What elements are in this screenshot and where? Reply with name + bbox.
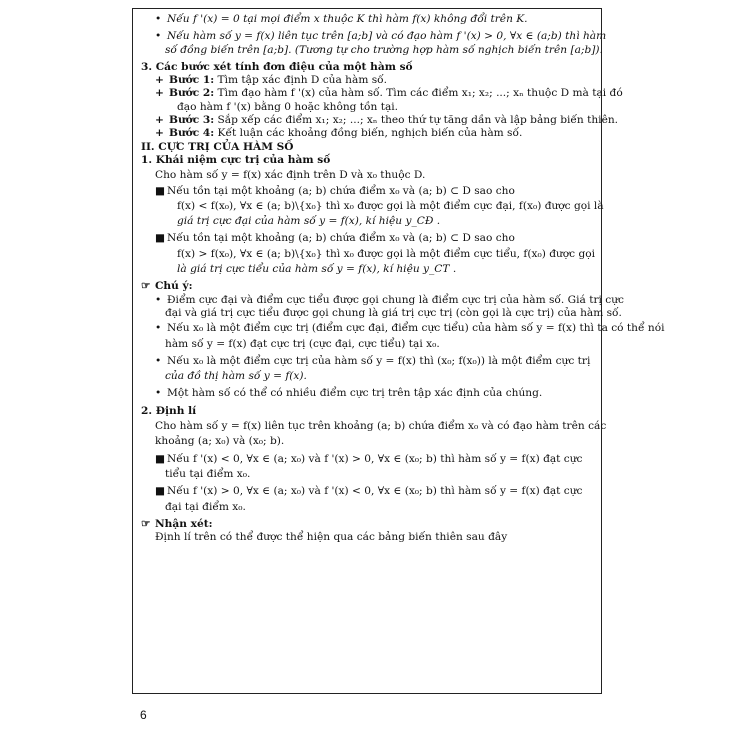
line-text: đại tại điểm x₀. [165,500,246,513]
text-line [141,387,593,400]
step-label: Bước 2: [169,87,215,100]
pointing-hand-icon: ☞ [141,517,151,530]
line-text: Tìm đạo hàm f '(x) của hàm số. Tìm các điểm x₁; x₂; ...; xₙ thuộc D mà tại đó [214,87,623,100]
step-label: Bước 1: [169,74,215,87]
line-text: Cho hàm số y = f(x) liên tục trên khoảng (a; b) chứa điểm x₀ và có đạo hàm trên các [155,420,607,433]
text-line [141,306,622,320]
text-line [141,485,593,498]
text-line [141,61,593,74]
text-line [141,141,593,154]
text-line [141,30,607,43]
page-number: 6 [140,708,147,722]
bullet-marker: + [155,127,164,140]
step-label: Bước 4: [169,127,215,140]
line-text: Nếu f '(x) = 0 tại mọi điểm x thuộc K thì hàm f(x) không đổi trên K. [167,13,528,25]
text-line [141,13,593,26]
line-text: f(x) > f(x₀), ∀x ∈ (a; b)\{x₀} thì x₀ được gọi là một điểm cực tiểu, f(x₀) được gọi [177,247,596,260]
text-line [141,322,665,335]
text-line [141,518,593,531]
text-line [141,87,623,100]
page-content [141,13,665,544]
line-text: Nếu tồn tại một khoảng (a; b) chứa điểm x₀ và (a; b) ⊂ D sao cho [167,232,515,245]
text-line [141,114,619,127]
bullet-marker: + [155,74,164,87]
text-line [141,154,593,167]
line-text: f(x) < f(x₀), ∀x ∈ (a; b)\{x₀} thì x₀ được gọi là một điểm cực đại, f(x₀) được gọi là [177,199,604,212]
line-text: số đồng biến trên [a;b]. (Tương tự cho trường hợp hàm số nghịch biến trên [a;b]). [165,43,603,56]
text-line [141,370,593,383]
text-line [141,199,604,213]
line-text: đạo hàm f '(x) bằng 0 hoặc không tồn tại. [177,100,399,113]
text-line [141,293,624,307]
line-text: Cho hàm số y = f(x) xác định trên D và x₀ thuộc D. [155,169,426,182]
text-line [141,501,593,514]
line-text: Tìm tập xác định D của hàm số. [214,74,388,87]
line-text: Chú ý: [155,280,193,293]
text-line [141,531,593,544]
line-text: Sắp xếp các điểm x₁; x₂; ...; xₙ theo thứ tự tăng dần và lập bảng biến thiên. [214,114,619,127]
text-line [141,435,593,448]
text-line [141,74,593,87]
line-text: II. CỰC TRỊ CỦA HÀM SỐ [141,140,294,153]
line-text: tiểu tại điểm x₀. [165,467,251,480]
line-text: Nếu f '(x) < 0, ∀x ∈ (a; x₀) và f '(x) > 0, ∀x ∈ (x₀; b) thì hàm số y = f(x) đạt cực [167,452,583,465]
line-text: 1. Khái niệm cực trị của hàm số [141,153,331,166]
text-line [141,420,607,433]
line-text: giá trị cực đại của hàm số y = f(x), kí hiệu y_CĐ . [177,215,441,228]
text-line [141,185,593,198]
text-line [141,101,593,114]
text-line [141,338,593,351]
bullet-marker: • [155,30,162,43]
line-text: 3. Các bước xét tính đơn điệu của một hàm số [141,60,413,73]
line-text: Định lí trên có thể được thể hiện qua các bảng biến thiên sau đây [155,531,508,544]
line-text: 2. Định lí [141,404,197,417]
text-line [141,355,593,368]
bullet-marker: • [155,387,162,400]
page-frame [132,8,665,694]
line-text: là giá trị cực tiểu của hàm số y = f(x), kí hiệu y_CT . [177,263,457,276]
line-text: hàm số y = f(x) đạt cực trị (cực đại, cực tiểu) tại x₀. [165,337,440,350]
step-label: Bước 3: [169,114,215,127]
bullet-marker: ■ [155,184,166,197]
line-text: đại và giá trị cực tiểu được gọi chung là giá trị cực trị (còn gọi là cực trị) của hàm số. [165,306,622,319]
text-line [141,215,593,228]
text-line [141,169,593,182]
bullet-marker: • [155,354,162,367]
text-line [141,453,593,466]
bullet-marker: + [155,114,164,127]
line-text: Điểm cực đại và điểm cực tiểu được gọi chung là điểm cực trị của hàm số. Giá trị cực [167,293,624,306]
bullet-marker: + [155,87,164,100]
bullet-marker: • [155,13,162,25]
line-text: Nếu tồn tại một khoảng (a; b) chứa điểm x₀ và (a; b) ⊂ D sao cho [167,184,515,197]
text-line [141,127,593,140]
bullet-marker: • [155,322,162,335]
line-text: Nếu x₀ là một điểm cực trị của hàm số y = f(x) thì (x₀; f(x₀)) là một điểm cực trị [167,354,591,367]
text-line [141,405,593,418]
line-text: Một hàm số có thể có nhiều điểm cực trị trên tập xác định của chúng. [167,387,543,400]
text-line [141,43,603,57]
text-line [141,468,593,481]
line-text: Nếu f '(x) > 0, ∀x ∈ (a; x₀) và f '(x) < 0, ∀x ∈ (x₀; b) thì hàm số y = f(x) đạt cực [167,485,583,498]
text-line [141,247,596,261]
line-text: Nếu x₀ là một điểm cực trị (điểm cực đại, điểm cực tiểu) của hàm số y = f(x) thì ta có thể nói [167,322,665,335]
bullet-marker: ■ [155,232,166,245]
bullet-marker: ■ [155,452,166,465]
line-text: Nhận xét: [155,517,213,530]
bullet-marker: ■ [155,485,166,498]
text-line [141,263,593,276]
line-text: Nếu hàm số y = f(x) liên tục trên [a;b] và có đạo hàm f '(x) > 0, ∀x ∈ (a;b) thì hàm [167,30,607,43]
bullet-marker: • [155,293,162,306]
line-text: Kết luận các khoảng đồng biến, nghịch biến của hàm số. [214,127,523,140]
pointing-hand-icon: ☞ [141,280,151,293]
text-line [141,280,593,293]
text-line [141,232,593,245]
line-text: của đồ thị hàm số y = f(x). [165,370,307,383]
line-text: khoảng (a; x₀) và (x₀; b). [155,435,285,448]
